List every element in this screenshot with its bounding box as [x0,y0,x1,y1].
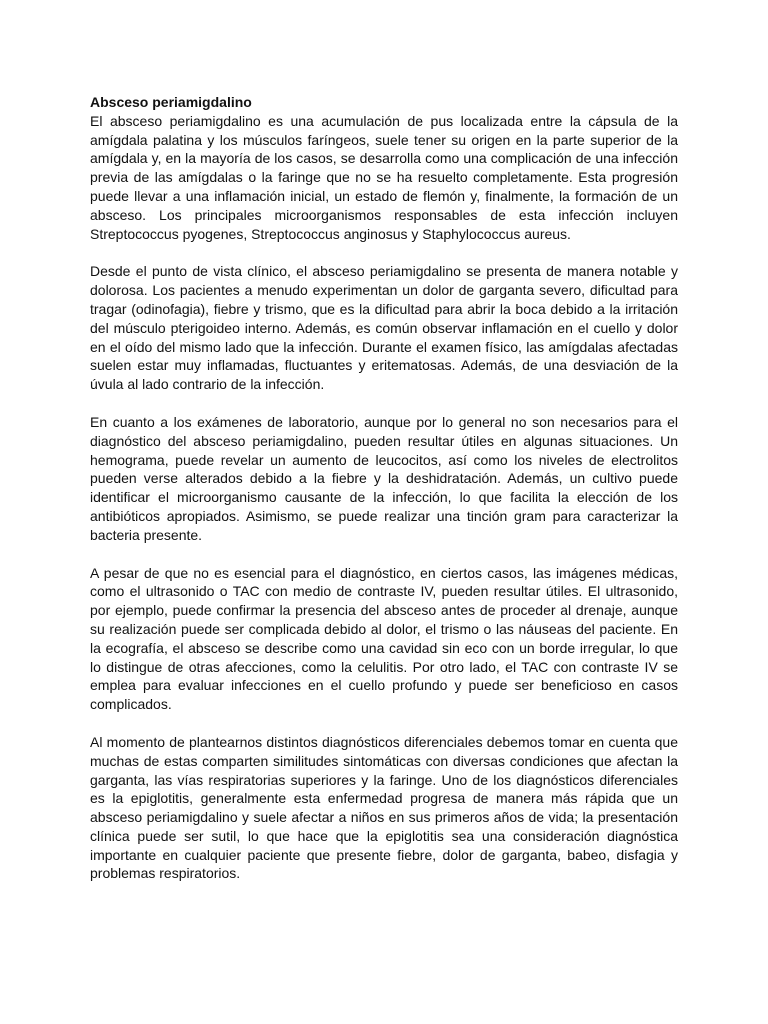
paragraph-differential: Al momento de plantearnos distintos diagnósticos diferenciales debemos tomar en cuenta que muchas de estas comparten similitudes sintomáticas con diversas condiciones que afectan la garganta, las vías respiratorias superiores y la faringe. Uno de los diagnósticos diferenciales es la epiglotitis, generalmente esta enfermedad progresa de manera más rápida que un absceso periamigdalino y suele afectar a niños en sus primeros años de vida; la presentación clínica puede ser sutil, lo que hace que la epiglotitis sea una consideración diagnóstica importante en cualquier paciente que presente fiebre, dolor de garganta, babeo, disfagia y problemas respiratorios. [90,733,678,882]
document-title: Absceso periamigdalino [90,94,252,110]
document-page [90,93,678,902]
paragraph-clinical: Desde el punto de vista clínico, el absceso periamigdalino se presenta de manera notable y dolorosa. Los pacientes a menudo experimentan un dolor de garganta severo, dificultad para tragar (odinofagia), fiebre y trismo, que es la dificultad para abrir la boca debido a la irritación del músculo pterigoideo interno. Además, es común observar inflamación en el cuello y dolor en el oído del mismo lado que la infección. Durante el examen físico, las amígdalas afectadas suelen estar muy inflamadas, fluctuantes y eritematosas. Además, de una desviación de la úvula al lado contrario de la infección. [90,263,678,393]
paragraph-laboratory: En cuanto a los exámenes de laboratorio, aunque por lo general no son necesarios para el diagnóstico del absceso periamigdalino, pueden resultar útiles en algunas situaciones. Un hemograma, puede revelar un aumento de leucocitos, así como los niveles de electrolitos pueden verse alterados debido a la fiebre y la deshidratación. Además, un cultivo puede identificar el microorganismo causante de la infección, lo que facilita la elección de los antibióticos apropiados. Asimismo, se puede realizar una tinción gram para caracterizar la bacteria presente. [90,413,678,543]
paragraph-imaging: A pesar de que no es esencial para el diagnóstico, en ciertos casos, las imágenes médicas, como el ultrasonido o TAC con medio de contraste IV, pueden resultar útiles. El ultrasonido, por ejemplo, puede confirmar la presencia del absceso antes de proceder al drenaje, aunque su realización puede ser complicada debido al dolor, el trismo o las náuseas del paciente. En la ecografía, el absceso se describe como una cavidad sin eco con un borde irregular, lo que lo distingue de otras afecciones, como la celulitis. Por otro lado, el TAC con contraste IV se emplea para evaluar infecciones en el cuello profundo y puede ser beneficioso en casos complicados. [90,564,678,713]
paragraph-definition: El absceso periamigdalino es una acumulación de pus localizada entre la cápsula de la amígdala palatina y los músculos faríngeos, suele tener su origen en la parte superior de la amígdala y, en la mayoría de los casos, se desarrolla como una complicación de una infección previa de las amígdalas o la faringe que no se ha resuelto completamente. Esta progresión puede llevar a una inflamación inicial, un estado de flemón y, finalmente, la formación de un absceso. Los principales microorganismos responsables de esta infección incluyen Streptococcus pyogenes, Streptococcus anginosus y Staphylococcus aureus. [90,112,678,242]
